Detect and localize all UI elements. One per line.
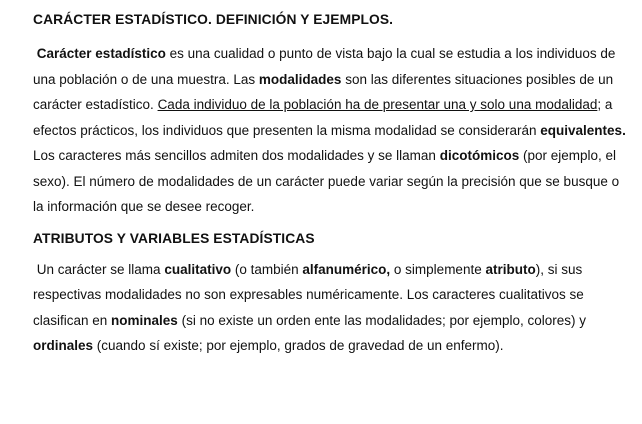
section-heading-atributos-variables: ATRIBUTOS Y VARIABLES ESTADÍSTICAS [33,230,315,246]
paragraph-atributos-variables: Un carácter se llama cualitativo (o también alfanumérico, o simplemente atributo), si sus respectivas modalidades no son expresables numéricamente. Los caracteres cualitativos se clasifican en nominales (si no existe un orden ente las modalidades; por ejemplo, colores) y ordinales (cuando sí existe; por ejemplo, grados de gravedad de un enfermo). [33,261,590,353]
section-heading-definicion: CARÁCTER ESTADÍSTICO. DEFINICIÓN Y EJEMPLOS. [33,12,394,27]
paragraph-caracter-estadistico: Carácter estadístico es una cualidad o punto de vista bajo la cual se estudia a los individuos de una población o de una muestra. Las modalidades son las diferentes situaciones posibles de un carácter estadístico. Cada individuo de la población ha de presentar una y solo una modalidad; a efectos prácticos, los individuos que presenten la misma modalidad se considerarán equivalentes. Los caracteres más sencillos admiten dos modalidades y se llaman dicotómicos (por ejemplo, el sexo). El número de modalidades de un carácter puede variar según la precisión que se busque o la información que se desee recoger. [33,46,630,214]
